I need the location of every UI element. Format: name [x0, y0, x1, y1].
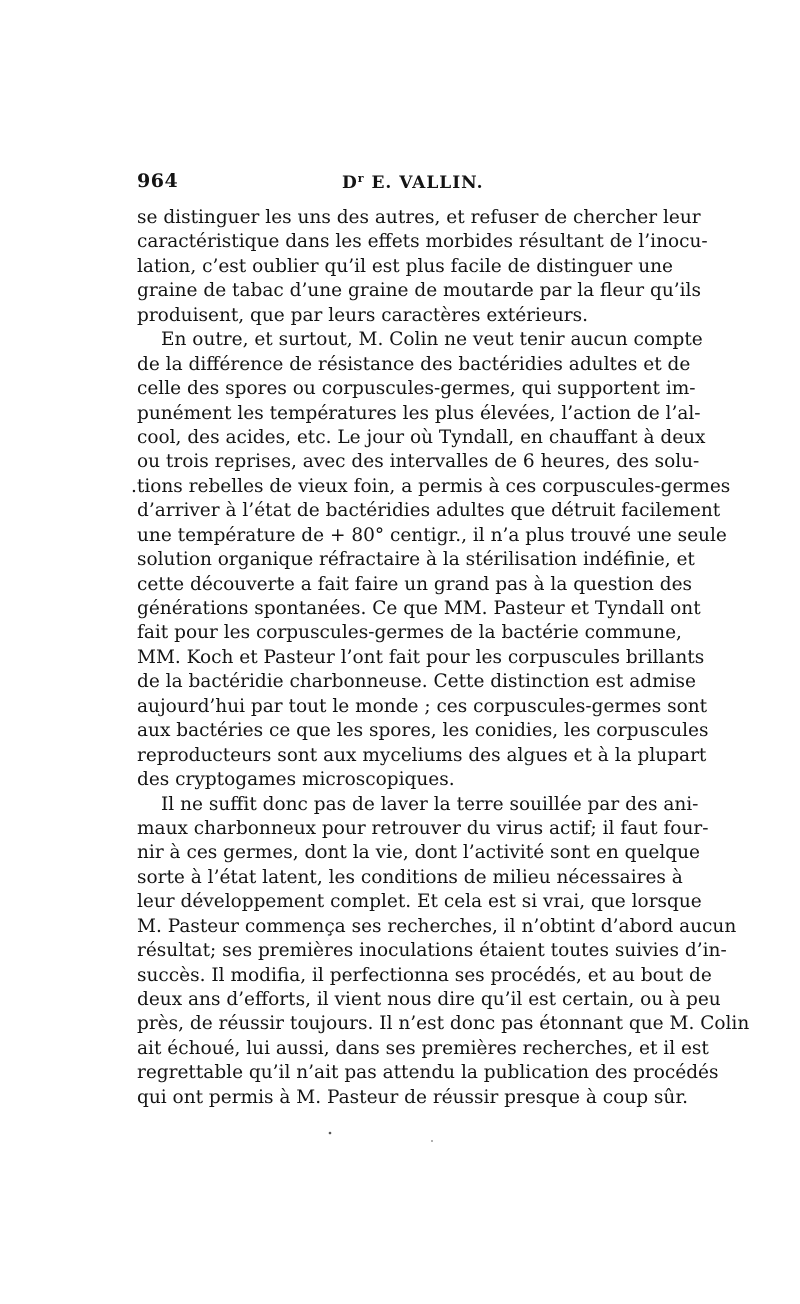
page-number: 964	[137, 170, 179, 192]
text-line: résultat; ses premières inoculations étaient toutes suivies d’in-	[137, 940, 727, 962]
author-prefix: D	[342, 173, 358, 193]
text-line: qui ont permis à M. Pasteur de réussir presque à coup sûr.	[137, 1086, 689, 1108]
author-name: E. VALLIN.	[364, 173, 484, 193]
text-line: En outre, et surtout, M. Colin ne veut tenir aucun compte	[161, 329, 703, 351]
text-line: Il ne suffit donc pas de laver la terre souillée par des ani-	[161, 793, 699, 815]
text-line: leur développement complet. Et cela est si vrai, que lorsque	[137, 891, 702, 913]
text-line: des cryptogames microscopiques.	[137, 769, 455, 791]
text-line: une température de + 80° centigr., il n’a plus trouvé une seule	[137, 524, 727, 546]
text-line: de la bactéridie charbonneuse. Cette distinction est admise	[137, 671, 696, 693]
text-line: caractéristique dans les effets morbides résultant de l’inocu-	[137, 231, 708, 253]
running-head-author	[342, 172, 484, 193]
text-line: ait échoué, lui aussi, dans ses premières recherches, et il est	[137, 1037, 709, 1059]
text-line: produisent, que par leurs caractères extérieurs.	[137, 304, 589, 326]
page-header	[137, 170, 667, 200]
text-line: cette découverte a fait faire un grand pas à la question des	[137, 573, 693, 595]
text-line: succès. Il modifia, il perfectionna ses procédés, et au bout de	[137, 964, 712, 986]
text-line: regrettable qu’il n’ait pas attendu la publication des procédés	[137, 1062, 719, 1084]
ink-speck	[431, 1140, 433, 1142]
paragraph-3	[137, 793, 750, 1111]
paragraph-1	[137, 206, 708, 328]
text-line: reproducteurs sont aux myceliums des algues et à la plupart	[137, 744, 707, 766]
text-line: deux ans d’efforts, il vient nous dire qu’il est certain, ou à peu	[137, 989, 721, 1010]
text-line: celle des spores ou corpuscules-germes, qui supportent im-	[137, 378, 696, 400]
author-title-sup: r	[357, 172, 365, 185]
text-line: MM. Koch et Pasteur l’ont fait pour les corpuscules brillants	[137, 646, 705, 668]
text-line: aux bactéries ce que les spores, les conidies, les corpuscules	[137, 720, 709, 742]
ink-speck	[329, 1132, 332, 1135]
text-line: près, de réussir toujours. Il n’est donc pas étonnant que M. Colin	[137, 1013, 750, 1035]
text-line: lation, c’est oublier qu’il est plus facile de distinguer une	[137, 255, 673, 277]
paragraph-2	[131, 328, 731, 792]
text-line: sorte à l’état latent, les conditions de milieu nécessaires à	[137, 866, 683, 888]
text-line: .tions rebelles de vieux foin, a permis à ces corpuscules-germes	[131, 475, 731, 497]
text-line: d’arriver à l’état de bactéridies adultes que détruit facilement	[137, 500, 721, 522]
text-line: nir à ces germes, dont la vie, dont l’activité sont en quelque	[137, 842, 700, 864]
text-line: M. Pasteur commença ses recherches, il n’obtint d’abord aucun	[137, 915, 737, 937]
text-line: cool, des acides, etc. Le jour où Tyndall, en chauffant à deux	[137, 426, 706, 448]
text-line: ou trois reprises, avec des intervalles de 6 heures, des solu-	[137, 451, 700, 473]
text-line: se distinguer les uns des autres, et refuser de chercher leur	[137, 207, 701, 228]
text-line: punément les températures les plus élevées, l’action de l’al-	[137, 402, 701, 424]
text-line: graine de tabac d’une graine de moutarde par la fleur qu’ils	[137, 280, 701, 302]
text-line: solution organique réfractaire à la stérilisation indéfinie, et	[137, 549, 695, 571]
text-line: maux charbonneux pour retrouver du virus actif; il faut four-	[137, 817, 709, 839]
text-line: générations spontanées. Ce que MM. Pasteur et Tyndall ont	[137, 598, 701, 619]
text-line: de la différence de résistance des bactéridies adultes et de	[137, 353, 691, 375]
text-line: fait pour les corpuscules-germes de la bactérie commune,	[137, 622, 682, 644]
text-line: aujourd’hui par tout le monde ; ces corpuscules-germes sont	[137, 695, 708, 717]
body-text	[131, 206, 750, 1110]
